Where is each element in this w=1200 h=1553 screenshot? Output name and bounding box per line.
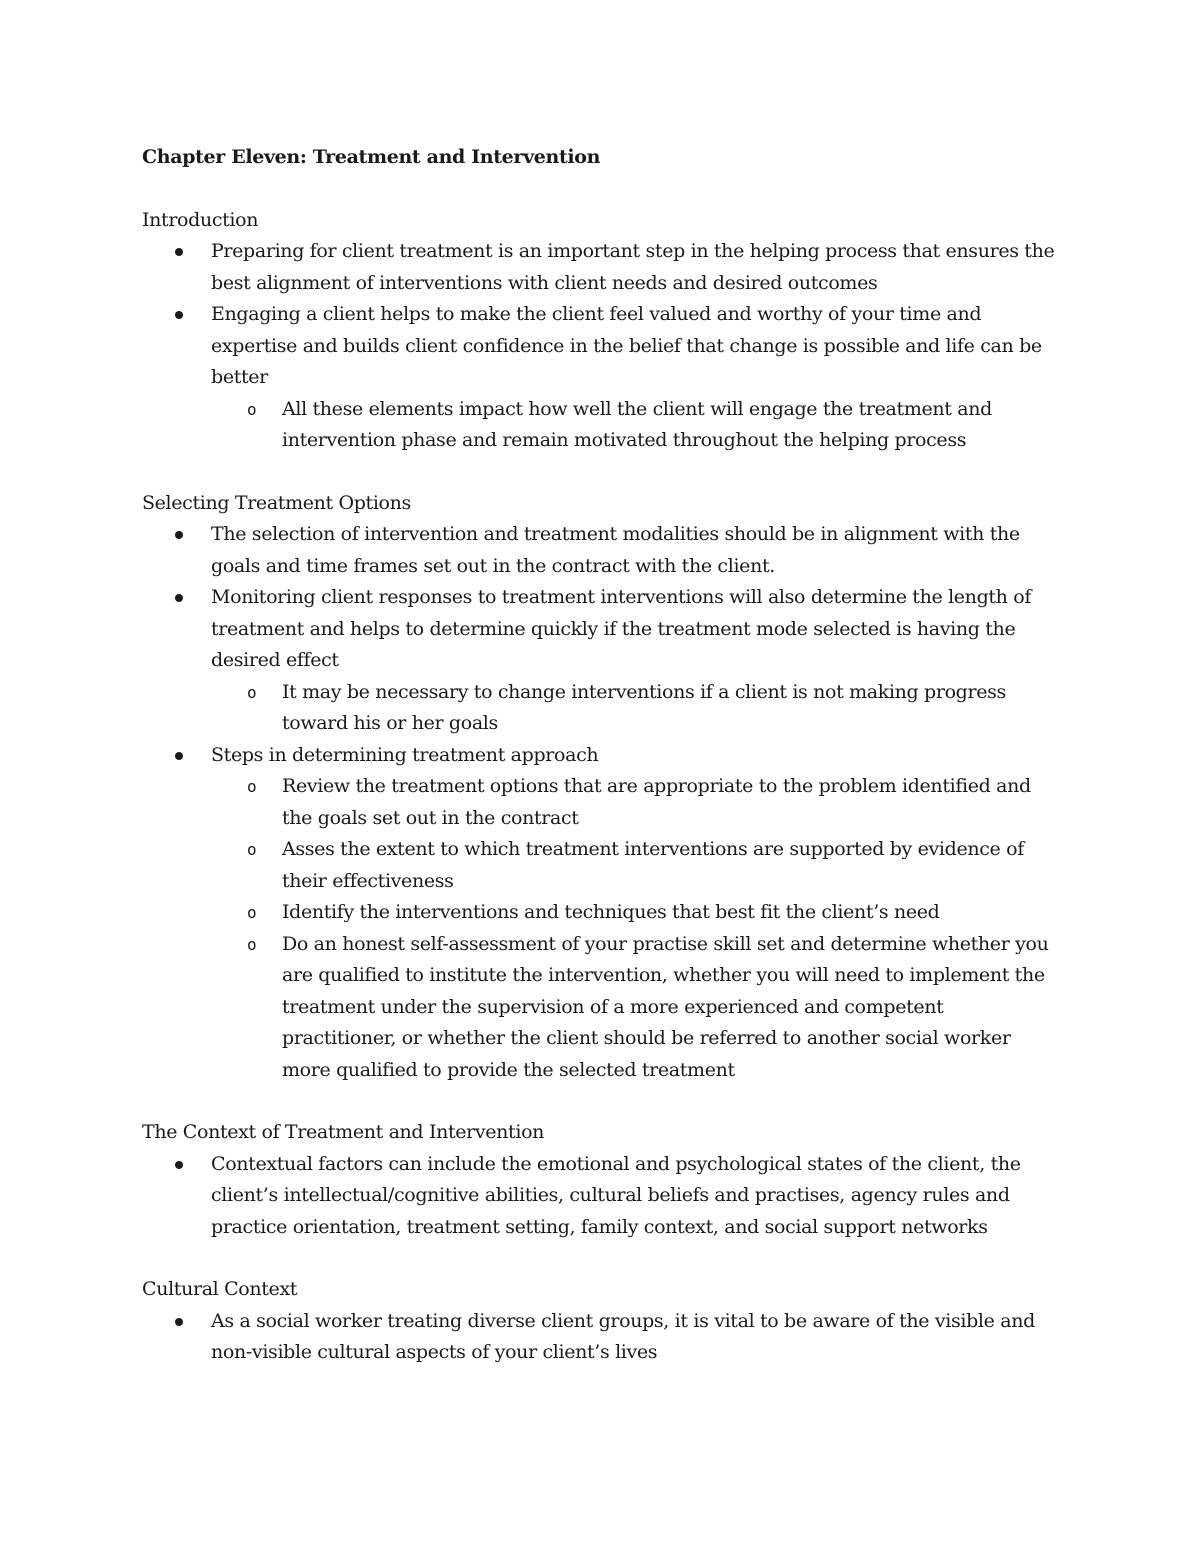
section-selecting-treatment-options <box>142 488 1062 1087</box>
section-heading: Introduction <box>142 208 259 231</box>
section-introduction <box>142 205 1062 457</box>
bullet-text: Preparing for client treatment is an important step in the helping process that ensures the best alignment of interventions with client needs and desired outcomes <box>211 240 1055 294</box>
sub-bullet-text: o Asses the extent to which treatment interventions are supported by evidence of their effectiveness <box>282 838 1024 892</box>
bullet-text: Monitoring client responses to treatment interventions will also determine the length of treatment and helps to determine quickly if the treatment mode selected is having the desired effect <box>211 586 1032 671</box>
sub-bullet-text: o Do an honest self-assessment of your practise skill set and determine whether you are qualified to institute the intervention, whether you will need to implement the treatment under the supervision of a more experienced and competent practitioner, or whether the client should be referred to another social worker more qualified to provide the selected treatment <box>282 932 1049 1081</box>
list-item <box>142 1306 1062 1369</box>
sub-list-item <box>142 771 1062 834</box>
bullet-list <box>142 1306 1062 1369</box>
sub-list-item <box>142 677 1062 740</box>
bullet-list <box>142 1149 1062 1244</box>
list-item <box>142 582 1062 677</box>
list-item <box>142 519 1062 582</box>
list-item <box>142 236 1062 299</box>
sub-list-item <box>142 394 1062 457</box>
bullet-list <box>142 740 1062 772</box>
section-cultural-context <box>142 1274 1062 1369</box>
sub-list-item <box>142 834 1062 897</box>
sub-bullet-text: o Review the treatment options that are appropriate to the problem identified and the goals set out in the contract <box>282 775 1031 829</box>
sub-bullet-list <box>142 771 1062 1086</box>
bullet-text: Steps in determining treatment approach <box>211 743 599 766</box>
bullet-list <box>142 236 1062 394</box>
sub-list-item <box>142 897 1062 929</box>
bullet-list <box>142 519 1062 677</box>
document-body <box>142 142 1062 1400</box>
sub-list-item <box>142 929 1062 1087</box>
list-item <box>142 740 1062 772</box>
bullet-text: Engaging a client helps to make the client feel valued and worthy of your time and expertise and builds client confidence in the belief that change is possible and life can be better <box>211 303 1042 388</box>
sub-bullet-list <box>142 394 1062 457</box>
section-heading: The Context of Treatment and Intervention <box>142 1121 545 1143</box>
section-heading: Cultural Context <box>142 1278 298 1300</box>
sub-bullet-text: o It may be necessary to change interventions if a client is not making progress toward his or her goals <box>282 680 1006 734</box>
section-heading: Selecting Treatment Options <box>142 491 411 514</box>
list-item <box>142 299 1062 394</box>
sub-bullet-text: o Identify the interventions and techniques that best fit the client’s need <box>282 901 940 923</box>
document-title: Chapter Eleven: Treatment and Intervention <box>142 146 601 168</box>
bullet-text: Contextual factors can include the emotional and psychological states of the client, the client’s intellectual/cognitive abilities, cultural beliefs and practises, agency rules and practice orientation, treatment setting, family context, and social support networks <box>211 1152 1021 1238</box>
list-item <box>142 1149 1062 1244</box>
sub-bullet-text: o All these elements impact how well the client will engage the treatment and intervention phase and remain motivated throughout the helping process <box>282 397 992 451</box>
section-context-of-treatment <box>142 1117 1062 1243</box>
bullet-text: The selection of intervention and treatment modalities should be in alignment with the goals and time frames set out in the contract with the client. <box>211 523 1020 577</box>
bullet-text: As a social worker treating diverse client groups, it is vital to be aware of the visible and non-visible cultural aspects of your client’s lives <box>211 1309 1035 1363</box>
sub-bullet-list <box>142 677 1062 740</box>
